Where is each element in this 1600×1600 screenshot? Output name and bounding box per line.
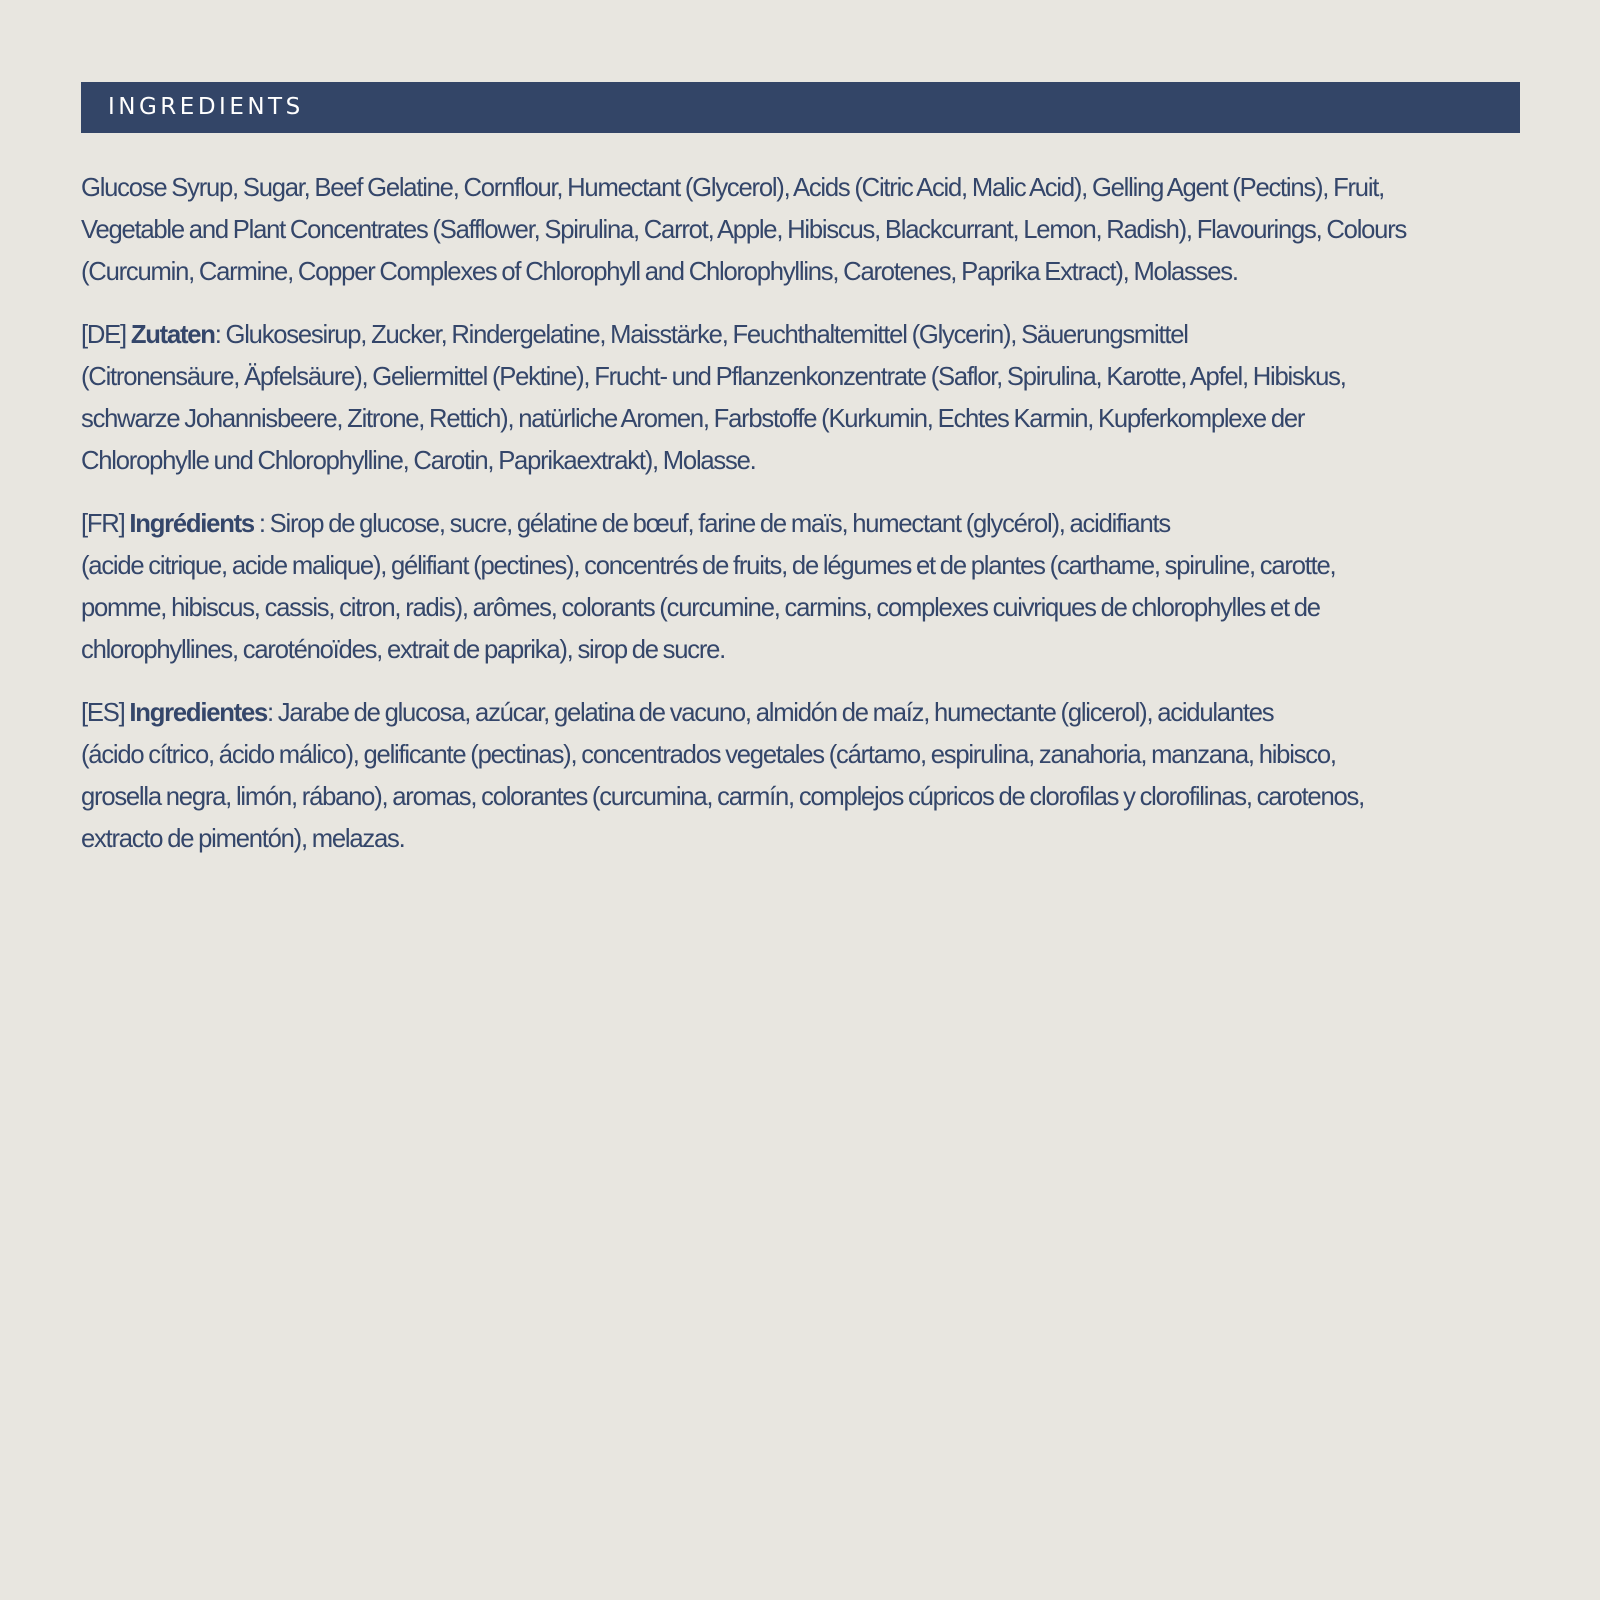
- ingredients-content: [81, 166, 1531, 859]
- ingredients-line: (ácido cítrico, ácido málico), gelificante (pectinas), concentrados vegetales (cártamo, espirulina, zanahoria, manzana, hibisco,: [81, 739, 1336, 769]
- ingredients-line: extracto de pimentón), melazas.: [81, 823, 405, 853]
- language-tag: [FR]: [81, 508, 125, 538]
- ingredients-spanish: [81, 691, 1531, 859]
- ingredients-line: Vegetable and Plant Concentrates (Safflower, Spirulina, Carrot, Apple, Hibiscus, Blackcurrant, Lemon, Radish), Flavourings, Colours: [81, 214, 1407, 244]
- ingredients-title: INGREDIENTS: [108, 94, 304, 120]
- ingredients-line: Glucose Syrup, Sugar, Beef Gelatine, Cornflour, Humectant (Glycerol), Acids (Citric Acid, Malic Acid), Gelling Agent (Pectins), Fruit,: [81, 172, 1385, 202]
- ingredients-line: [81, 691, 1510, 733]
- language-label: Zutaten: [130, 319, 215, 349]
- language-tag: [ES]: [81, 697, 125, 727]
- ingredients-header-bar: [81, 82, 1520, 133]
- ingredients-line: (Curcumin, Carmine, Copper Complexes of Chlorophyll and Chlorophyllins, Carotenes, Paprika Extract), Molasses.: [81, 256, 1238, 286]
- ingredients-line: chlorophyllines, caroténoïdes, extrait de paprika), sirop de sucre.: [81, 634, 726, 664]
- ingredients-french: [81, 502, 1531, 670]
- ingredients-line: (Citronensäure, Äpfelsäure), Geliermittel (Pektine), Frucht- und Pflanzenkonzentrate (Saflor, Spirulina, Karotte, Apfel, Hibiskus,: [81, 361, 1346, 391]
- ingredients-text: : Jarabe de glucosa, azúcar, gelatina de vacuno, almidón de maíz, humectante (glicerol), acidulantes: [266, 697, 1274, 727]
- ingredients-line: (acide citrique, acide malique), gélifiant (pectines), concentrés de fruits, de légumes et de plantes (carthame, spiruline, carotte,: [81, 550, 1336, 580]
- language-tag: [DE]: [81, 319, 126, 349]
- ingredients-line: Chlorophylle und Chlorophylline, Carotin, Paprikaextrakt), Molasse.: [81, 445, 756, 475]
- ingredients-line: schwarze Johannisbeere, Zitrone, Rettich), natürliche Aromen, Farbstoffe (Kurkumin, Echtes Karmin, Kupferkomplexe der: [81, 403, 1305, 433]
- ingredients-text: : Sirop de glucose, sucre, gélatine de bœuf, farine de maïs, humectant (glycérol), acidifiants: [253, 508, 1170, 538]
- ingredients-english: [81, 166, 1531, 292]
- ingredients-line: [81, 502, 1510, 544]
- language-label: Ingrédients: [129, 508, 254, 538]
- ingredients-line: pomme, hibiscus, cassis, citron, radis), arômes, colorants (curcumine, carmins, complexes cuivriques de chlorophylles et de: [81, 592, 1320, 622]
- ingredients-german: [81, 313, 1531, 481]
- ingredients-line: [81, 313, 1510, 355]
- ingredients-text: : Glukosesirup, Zucker, Rindergelatine, Maisstärke, Feuchthaltemittel (Glycerin), Säuerungsmittel: [214, 319, 1188, 349]
- ingredients-line: grosella negra, limón, rábano), aromas, colorantes (curcumina, carmín, complejos cúpricos de clorofilas y clorofilinas, carotenos,: [81, 781, 1364, 811]
- language-label: Ingredientes: [129, 697, 267, 727]
